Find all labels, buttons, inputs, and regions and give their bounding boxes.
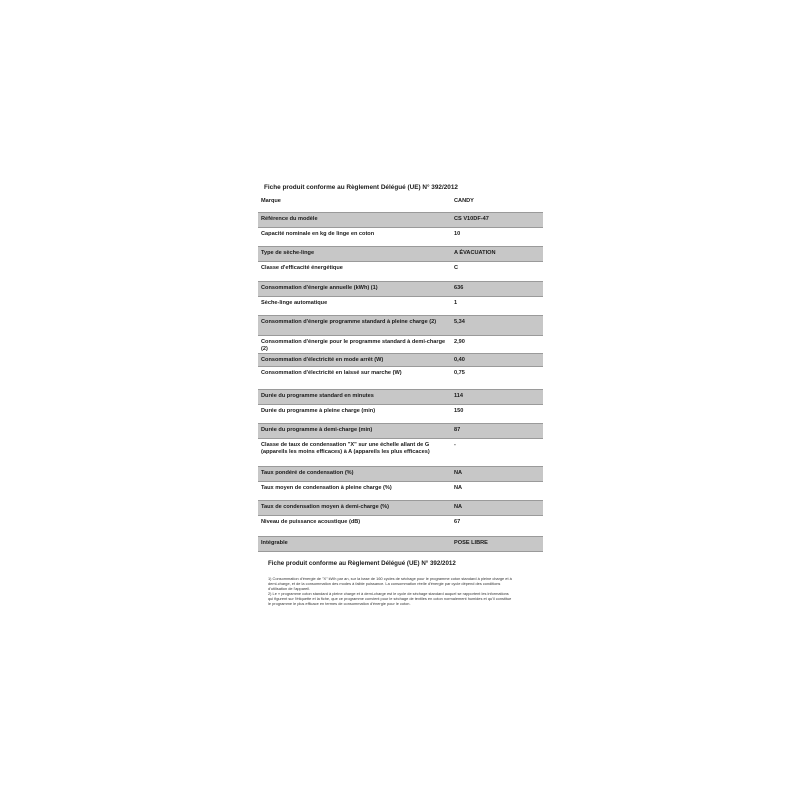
spec-value: 0,75 bbox=[454, 370, 465, 376]
footnote-2: 2) Le « programme coton standard à pleine charge et à demi-charge est le cycle de séchage standard auquel se rapportent les informations qui figurent sur l'étiquette et la fiche, que ce programme convient pour le séchage de textiles en coton normalement humides et qu'il constitue le programme le plus efficace en termes de consommation d'énergie pour le coton. bbox=[268, 591, 512, 606]
spec-row bbox=[258, 315, 543, 336]
spec-row bbox=[258, 262, 543, 281]
spec-row bbox=[258, 423, 543, 439]
spec-row bbox=[258, 516, 543, 536]
spec-label: Sèche-linge automatique bbox=[261, 300, 328, 306]
spec-row bbox=[258, 336, 543, 353]
spec-value: 636 bbox=[454, 285, 464, 291]
spec-row bbox=[258, 212, 543, 228]
spec-label: Consommation d'énergie pour le programme standard à demi-charge (2) bbox=[261, 339, 446, 352]
spec-label: Consommation d'énergie programme standard à pleine charge (2) bbox=[261, 319, 437, 325]
spec-table bbox=[258, 195, 543, 552]
product-fiche bbox=[258, 181, 543, 552]
spec-label: Classe d'efficacité énergétique bbox=[261, 265, 343, 271]
spec-value: 0,40 bbox=[454, 357, 465, 363]
spec-label: Taux pondéré de condensation (%) bbox=[261, 470, 354, 476]
spec-label: Classe de taux de condensation "X" sur une échelle allant de G (appareils les moins efficaces) à A (appareils les plus efficaces) bbox=[261, 442, 430, 455]
spec-value: CANDY bbox=[454, 198, 474, 204]
spec-row bbox=[258, 482, 543, 500]
spec-value: 10 bbox=[454, 231, 461, 237]
spec-value: NA bbox=[454, 504, 463, 510]
spec-value: 5,34 bbox=[454, 319, 465, 325]
spec-value: POSE LIBRE bbox=[454, 540, 488, 546]
spec-row bbox=[258, 228, 543, 246]
spec-label: Consommation d'électricité en laissé sur marche (W) bbox=[261, 370, 402, 376]
spec-label: Consommation d'électricité en mode arrêt (W) bbox=[261, 357, 384, 363]
spec-row bbox=[258, 353, 543, 367]
spec-row bbox=[258, 195, 543, 212]
spec-value: NA bbox=[454, 485, 463, 491]
spec-label: Capacité nominale en kg de linge en coton bbox=[261, 231, 375, 237]
spec-label: Taux de condensation moyen à demi-charge (%) bbox=[261, 504, 389, 510]
spec-row bbox=[258, 281, 543, 297]
spec-row bbox=[258, 439, 543, 466]
spec-row bbox=[258, 389, 543, 405]
spec-row bbox=[258, 536, 543, 552]
spec-row bbox=[258, 500, 543, 516]
spec-value: A ÉVACUATION bbox=[454, 250, 496, 256]
spec-value: NA bbox=[454, 470, 463, 476]
spec-value: 114 bbox=[454, 393, 464, 399]
footnote-1: 1) Consommation d'énergie de "X" kWh par an, sur la base de 160 cycles de séchage pour le programme coton standard à pleine charge et à demi-charge, et de la consommation des modes à faible puissance. La consommation réelle d'énergie par cycle dépend des conditions d'utilisation de l'appareil. bbox=[268, 576, 512, 591]
spec-value: CS V10DF-47 bbox=[454, 216, 489, 222]
spec-row bbox=[258, 297, 543, 315]
spec-label: Marque bbox=[261, 198, 281, 204]
spec-label: Intégrable bbox=[261, 540, 288, 546]
spec-row bbox=[258, 466, 543, 482]
spec-label: Consommation d'énergie annuelle (kWh) (1) bbox=[261, 285, 378, 291]
spec-row bbox=[258, 405, 543, 423]
spec-value: 2,90 bbox=[454, 339, 465, 345]
fiche-footer bbox=[258, 559, 543, 606]
spec-label: Durée du programme à demi-charge (min) bbox=[261, 427, 373, 433]
spec-label: Référence du modèle bbox=[261, 216, 318, 222]
fiche-title: Fiche produit conforme au Règlement Délégué (UE) N° 392/2012 bbox=[264, 184, 458, 191]
spec-value: 87 bbox=[454, 427, 461, 433]
footer-title: Fiche produit conforme au Règlement Délégué (UE) N° 392/2012 bbox=[268, 560, 456, 567]
spec-row bbox=[258, 246, 543, 262]
spec-value: 67 bbox=[454, 519, 461, 525]
spec-value: 150 bbox=[454, 408, 464, 414]
spec-value: - bbox=[454, 442, 456, 448]
spec-label: Durée du programme standard en minutes bbox=[261, 393, 374, 399]
spec-label: Niveau de puissance acoustique (dB) bbox=[261, 519, 361, 525]
spec-value: C bbox=[454, 265, 459, 271]
spec-label: Type de sèche-linge bbox=[261, 250, 315, 256]
footnotes bbox=[258, 576, 543, 606]
spec-label: Taux moyen de condensation à pleine charge (%) bbox=[261, 485, 392, 491]
spec-row bbox=[258, 367, 543, 389]
spec-value: 1 bbox=[454, 300, 458, 306]
spec-label: Durée du programme à pleine charge (min) bbox=[261, 408, 376, 414]
